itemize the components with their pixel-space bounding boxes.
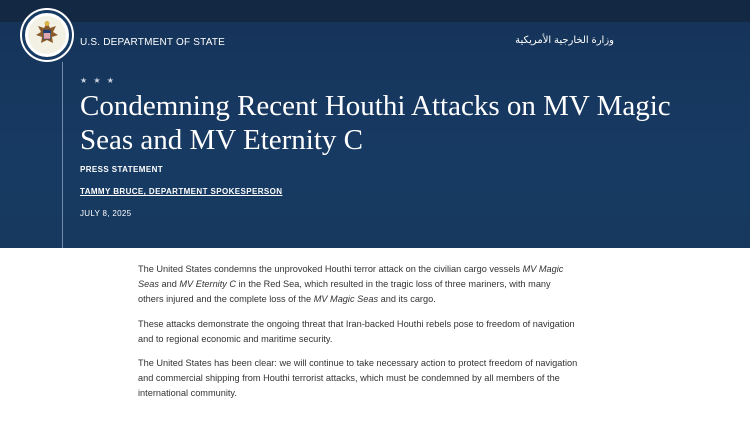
seal-graphic <box>20 8 74 62</box>
p1-text-1: The United States condemns the unprovoked Houthi terror attack on the civilian cargo vessels <box>138 264 523 274</box>
p1-vessel-name-1: MV Magic Seas <box>138 264 564 289</box>
p1-vessel-name-2: MV Eternity C <box>179 279 237 289</box>
hero-divider-line <box>62 62 63 248</box>
page-title: Condemning Recent Houthi Attacks on MV Magic Seas and MV Eternity C <box>80 90 671 156</box>
paragraph-2: These attacks demonstrate the ongoing threat that Iran-backed Houthi rebels pose to freedom of navigation and to regional economic and maritime security. <box>138 318 575 344</box>
document-type-label: PRESS STATEMENT <box>80 165 164 174</box>
publish-date: JULY 8, 2025 <box>80 209 132 218</box>
paragraph-3: The United States has been clear: we will continue to take necessary action to protect freedom of navigation and commercial shipping from Houthi terrorist attacks, which must be condemned by all members of the international community. <box>138 358 578 398</box>
article-body <box>138 262 578 411</box>
paragraph-1 <box>138 262 578 307</box>
agency-name[interactable]: U.S. DEPARTMENT OF STATE <box>80 37 226 48</box>
p1-vessel-name-3: MV Magic Seas <box>313 294 379 304</box>
author-link[interactable]: TAMMY BRUCE, DEPARTMENT SPOKESPERSON <box>80 187 283 196</box>
department-of-state-seal-icon[interactable] <box>20 8 74 62</box>
p1-text-4: and its cargo. <box>378 294 436 304</box>
stars-decoration: ★ ★ ★ <box>80 76 116 85</box>
arabic-language-link[interactable]: وزارة الخارجية الأمريكية <box>515 35 614 46</box>
p1-text-2: and <box>158 279 180 289</box>
p1-text-3: in the Red Sea, which resulted in the tragic loss of three mariners, with many others injured and the complete loss of the <box>138 279 551 304</box>
top-bar <box>0 0 750 22</box>
